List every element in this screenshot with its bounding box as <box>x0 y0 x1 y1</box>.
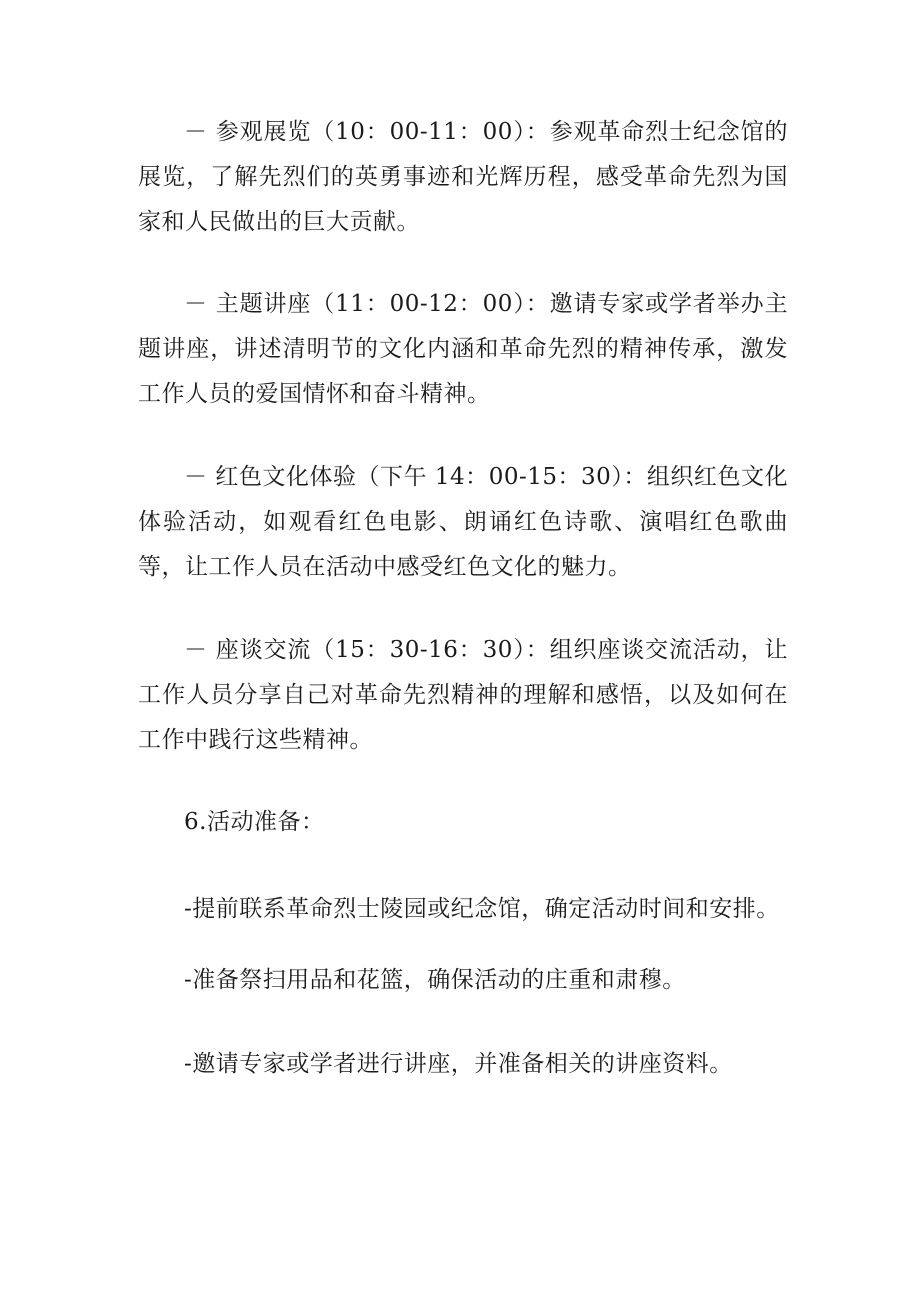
section-heading: 6.活动准备： <box>184 809 325 835</box>
activity-discussion: － 座谈交流（15：30-16：30）：组织座谈交流活动，让工作人员分享自己对革命先烈精神的理解和感悟，以及如何在工作中践行这些精神。 <box>138 637 788 753</box>
preparation-item: -邀请专家或学者进行讲座，并准备相关的讲座资料。 <box>184 1051 733 1077</box>
activity-lecture: － 主题讲座（11：00-12：00）：邀请专家或学者举办主题讲座，讲述清明节的文化内涵和革命先烈的精神传承，激发工作人员的爱国情怀和奋斗精神。 <box>138 291 788 407</box>
preparation-item: -提前联系革命烈士陵园或纪念馆，确定活动时间和安排。 <box>184 896 780 922</box>
preparation-item: -准备祭扫用品和花篮，确保活动的庄重和肃穆。 <box>184 967 686 993</box>
activity-red-culture: － 红色文化体验（下午 14：00-15：30）：组织红色文化体验活动，如观看红色电影、朗诵红色诗歌、演唱红色歌曲等，让工作人员在活动中感受红色文化的魅力。 <box>138 464 788 580</box>
activity-exhibition: － 参观展览（10：00-11：00）：参观革命烈士纪念馆的展览，了解先烈们的英勇事迹和光辉历程，感受革命先烈为国家和人民做出的巨大贡献。 <box>138 119 788 235</box>
